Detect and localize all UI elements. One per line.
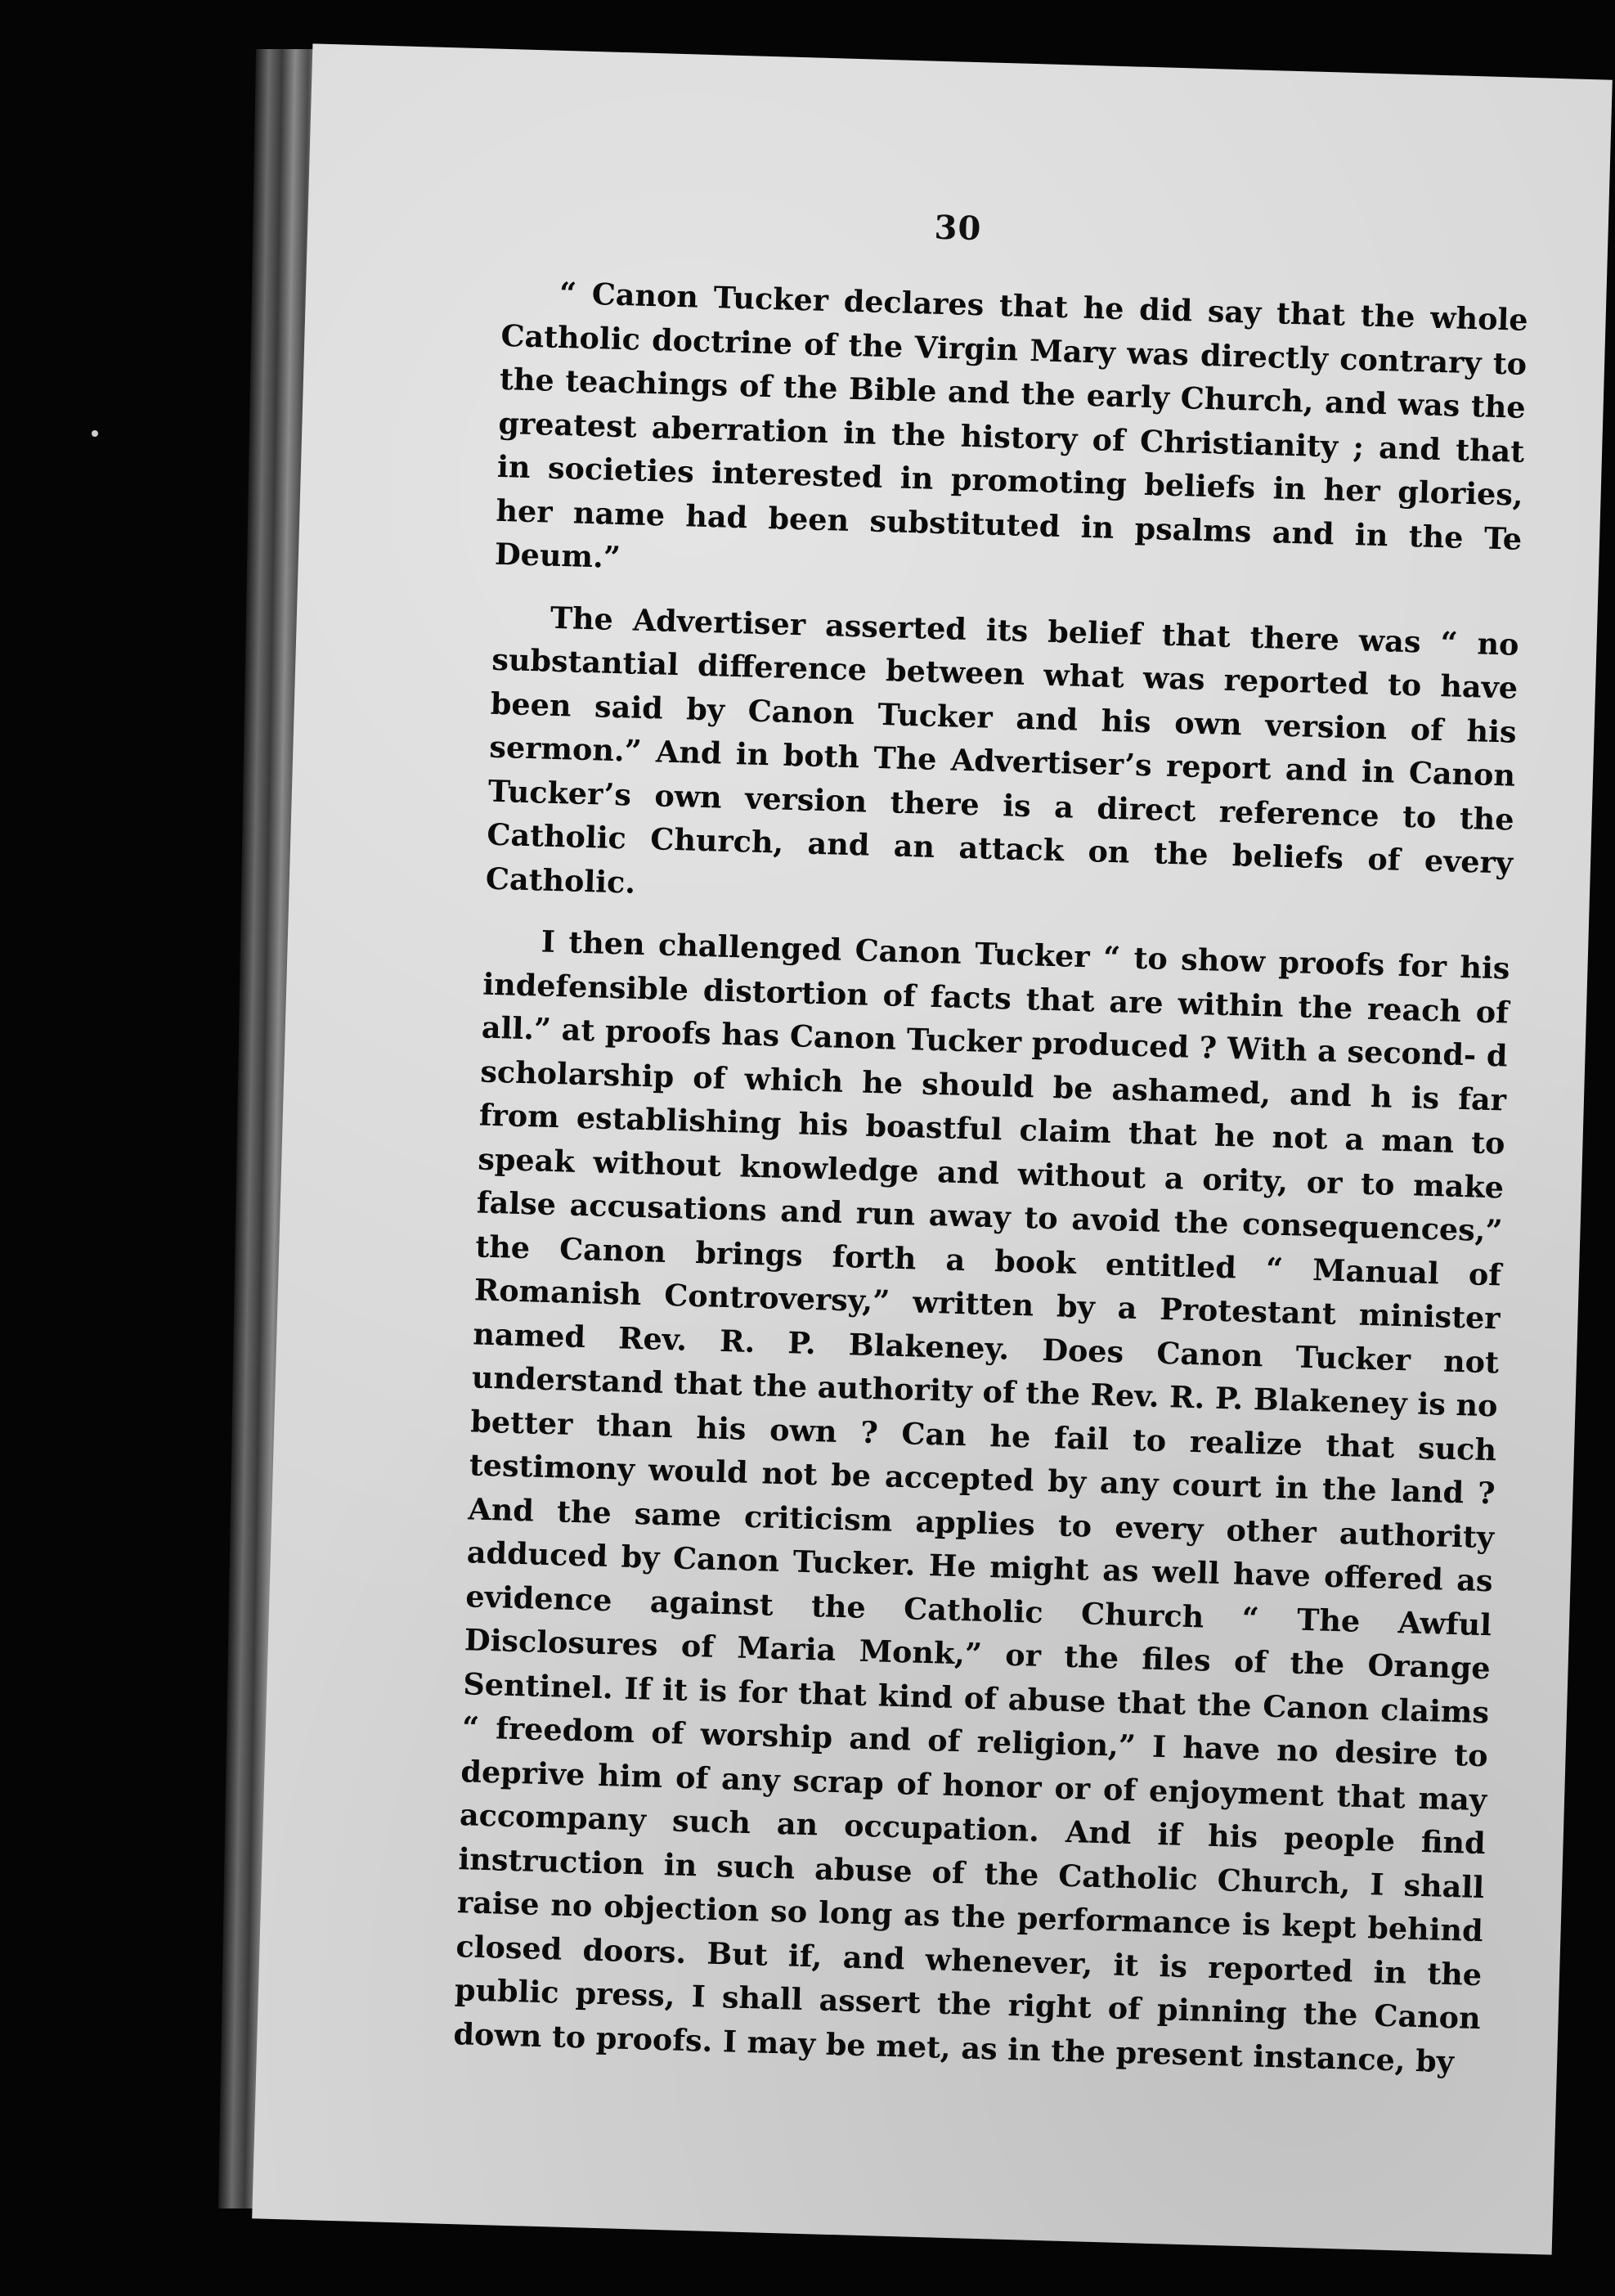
- paragraph-quote: “ Canon Tucker declares that he did say that the whole Catholic doctrine of the Virgin Mary was directly contrary to the teachings of the Bible and the early Church, and was the greatest aberration in the history of Christianity ; and that in societies interested in promoting beliefs in her glories, her name had been substituted in psalms and in the Te Deum.”: [494, 275, 1529, 576]
- paragraph-advertiser: The Advertiser asserted its belief that there was “ no substantial difference between what was reported to have been said by Canon Tucker and his own version of his sermon.” And in both The Advertiser’s report and in Canon Tucker’s own version there is a direct reference to the Catholic Church, and an attack on the beliefs of every Catholic.: [485, 600, 1520, 901]
- paragraph-challenge: I then challenged Canon Tucker “ to show proofs for his indefensible distortion of facts that are within the reach of all.” at proofs has Canon Tucker produced ? With a second- d scholarship of which he should be ashamed, and h is far from establishing his boastful claim that he not a man to speak without knowledge and without a ority, or to make false accusations and run away to avoid the consequences,” the Canon brings forth a book entitled “ Manual of Romanish Controversy,” written by a Protestant minister named Rev. R. P. Blakeney. Does Canon Tucker not understand that the authority of the Rev. R. P. Blakeney is no better than his own ? Can he fail to realize that such testimony would not be accepted by any court in the land ? And the same criticism applies to every other authority adduced by Canon Tucker. He might as well have offered as evidence against the Catholic Church “ The Awful Disclosures of Maria Monk,” or the files of the Orange Sentinel. If it is for that kind of abuse that the Canon claims “ freedom of worship and of religion,” I have no desire to deprive him of any scrap of honor or of enjoyment that may accompany such an occupation. And if his people find instruction in such abuse of the Catholic Church, I shall raise no objection so long as the performance is kept behind closed doors. But if, and whenever, it is reported in the public press, I shall assert the right of pinning the Canon down to proofs. I may be met, as in the present instance, by: [452, 923, 1511, 2079]
- page-body: [452, 270, 1528, 2102]
- scan-speck: [92, 430, 98, 437]
- page-number: 30: [933, 208, 982, 249]
- book-page: [252, 43, 1613, 2254]
